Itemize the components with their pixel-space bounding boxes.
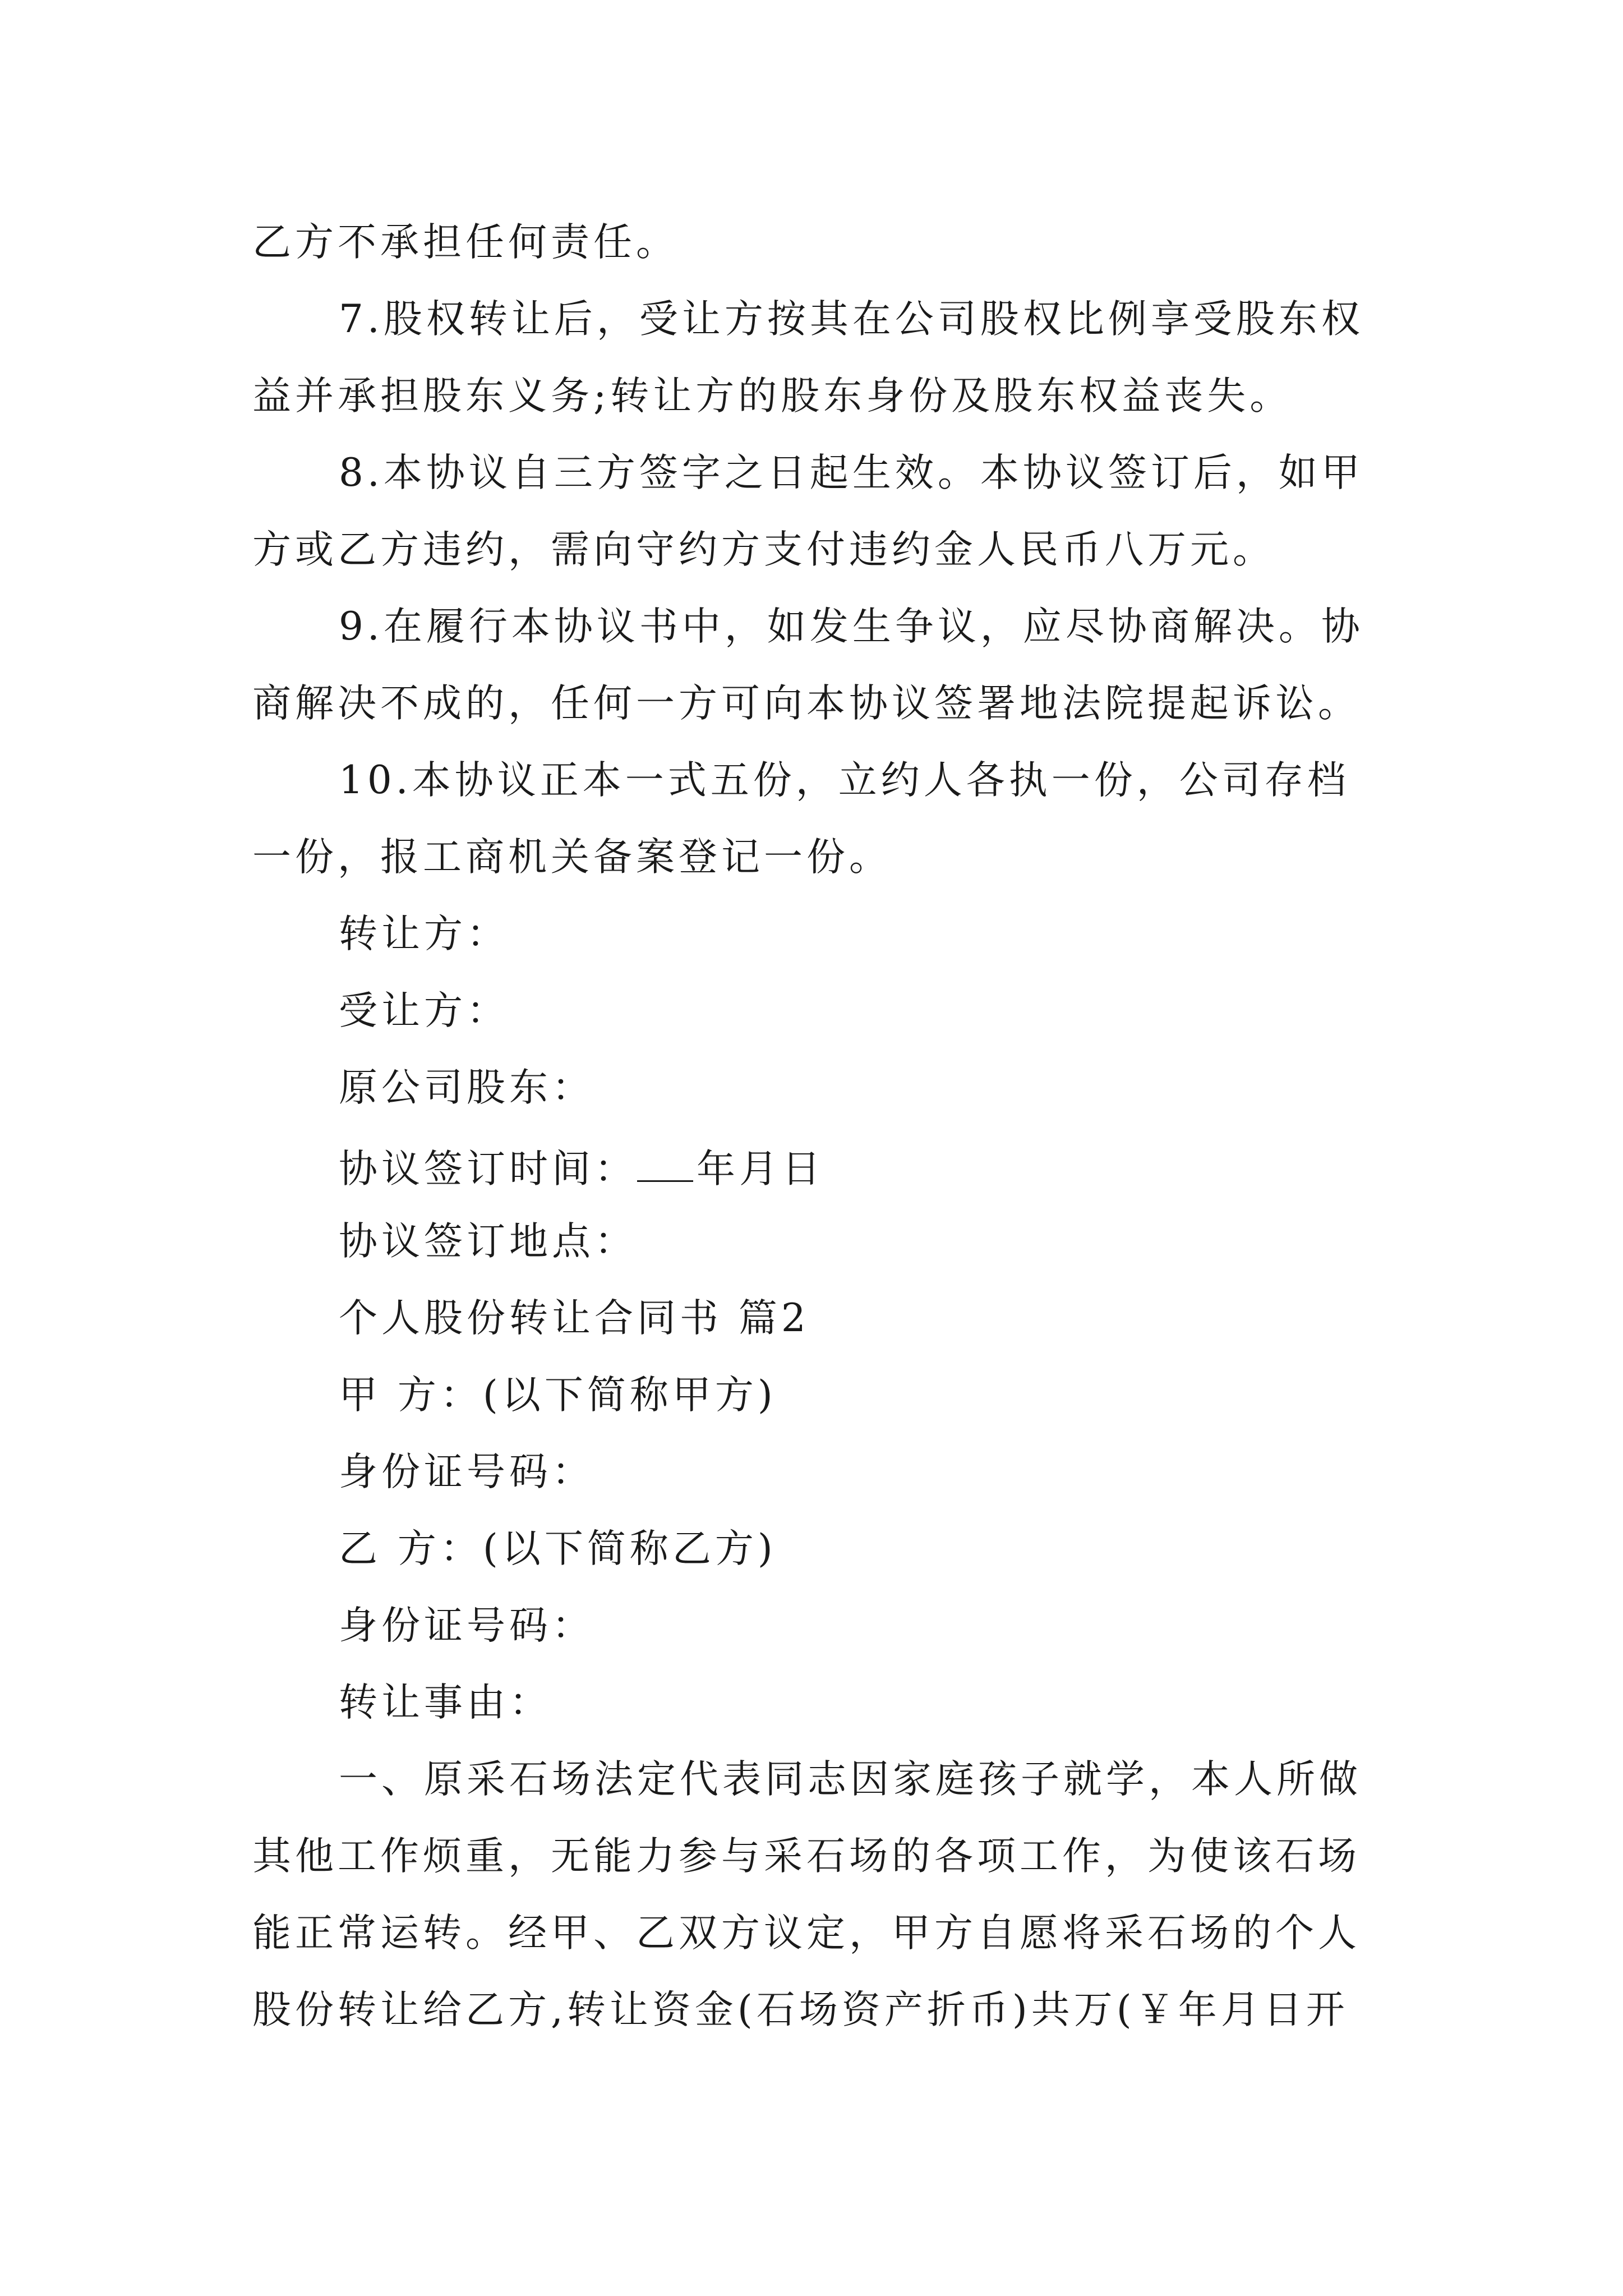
- signing-date-placeholder: 年月日: [697, 1147, 824, 1191]
- transfer-reason-label: 转让事由：: [339, 1680, 552, 1725]
- clause-7-line-2: 益并承担股东义务;转让方的股东身份及股东权益丧失。: [252, 374, 1293, 418]
- clause-10-line-1: 10.本协议正本一式五份，立约人各执一份，公司存档: [339, 758, 1350, 803]
- clause-7-line-1: 7.股权转让后，受让方按其在公司股权比例享受股东权: [339, 297, 1364, 342]
- signing-time-line: [339, 1145, 824, 1189]
- party-b-id-label: 身份证号码：: [339, 1603, 594, 1648]
- signing-time-label: 协议签订时间：: [339, 1147, 637, 1191]
- transferor-label: 转让方：: [339, 912, 509, 956]
- text-line-1: 乙方不承担任何责任。: [252, 220, 679, 265]
- clause-9-line-2: 商解决不成的，任何一方可向本协议签署地法院提起诉讼。: [252, 681, 1361, 726]
- clause-10-line-2: 一份，报工商机关备案登记一份。: [252, 835, 892, 880]
- transferee-label: 受让方：: [339, 988, 509, 1033]
- reason-para-line-3: 能正常运转。经甲、乙双方议定，甲方自愿将采石场的个人: [252, 1911, 1361, 1955]
- party-a-id-label: 身份证号码：: [339, 1450, 594, 1494]
- reason-para-line-4: 股份转让给乙方,转让资金(石场资产折币)共万(￥年月日开: [252, 1987, 1349, 2032]
- signing-place-label: 协议签订地点：: [339, 1219, 637, 1264]
- party-a-label: 甲 方：(以下简称甲方): [339, 1373, 777, 1418]
- clause-9-line-1: 9.在履行本协议书中，如发生争议，应尽协商解决。协: [339, 604, 1364, 649]
- reason-para-line-1: 一、原采石场法定代表同志因家庭孩子就学，本人所做: [339, 1757, 1362, 1802]
- original-shareholder-label: 原公司股东：: [339, 1065, 594, 1110]
- clause-8-line-2: 方或乙方违约，需向守约方支付违约金人民币八万元。: [252, 527, 1275, 572]
- signing-time-blank: [637, 1145, 693, 1182]
- clause-8-line-1: 8.本协议自三方签字之日起生效。本协议签订后，如甲: [339, 450, 1364, 495]
- section-heading: 个人股份转让合同书 篇2: [339, 1296, 810, 1341]
- reason-para-line-2: 其他工作烦重，无能力参与采石场的各项工作，为使该石场: [252, 1834, 1361, 1879]
- party-b-label: 乙 方：(以下简称乙方): [339, 1526, 777, 1571]
